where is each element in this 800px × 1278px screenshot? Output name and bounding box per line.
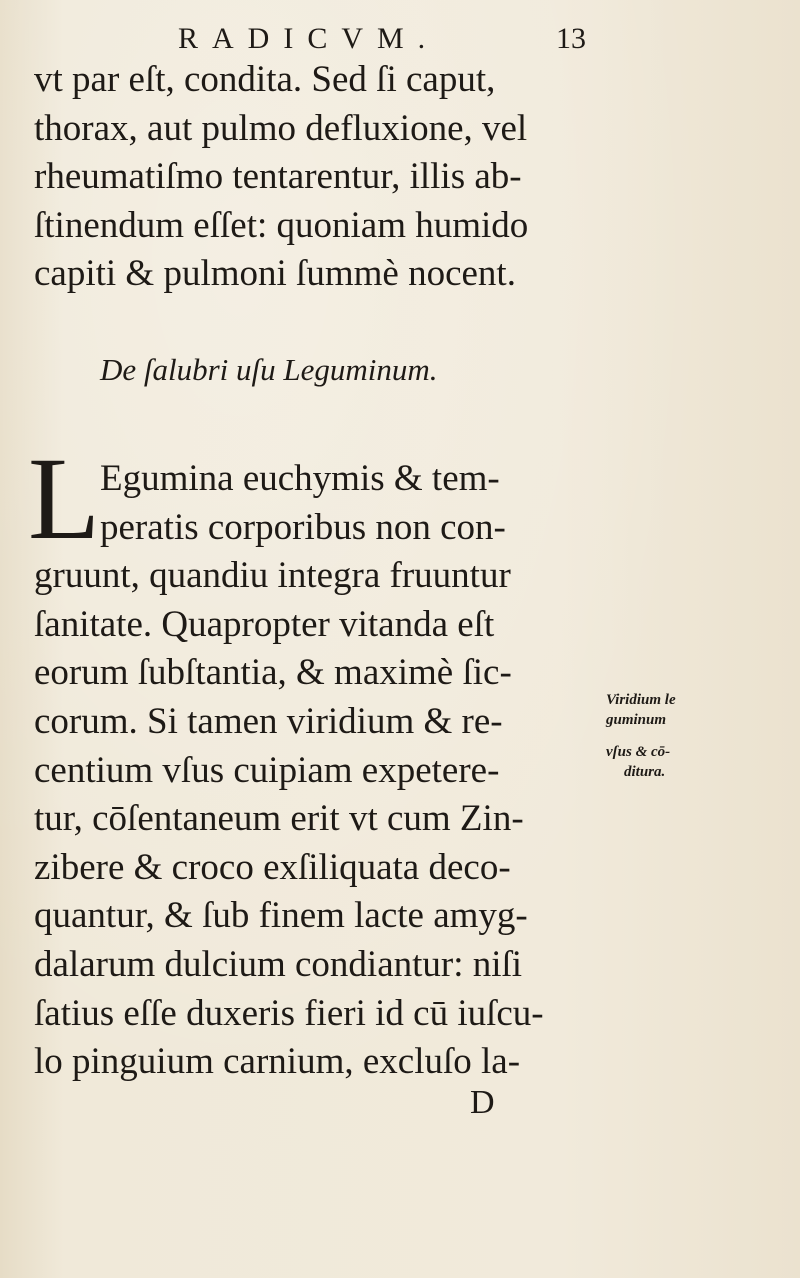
text-line: eorum ſubſtantia, & maximè ſic- <box>34 652 512 694</box>
text-line: Egumina euchymis & tem- <box>100 458 500 499</box>
marginal-note <box>606 742 796 782</box>
text-line: ſatius eſſe duxeris fieri id cū iuſcu- <box>34 992 544 1034</box>
drop-capital: L <box>28 433 101 564</box>
marginal-note-line: Viridium le <box>606 692 676 708</box>
text-line: ſanitate. Quapropter vitanda eſt <box>34 603 495 645</box>
text-line: zibere & croco exſiliquata deco- <box>34 846 511 888</box>
marginal-note-line: vſus & cō- <box>606 744 671 760</box>
paragraph-continued <box>34 56 594 299</box>
text-line: ſtinendum eſſet: quoniam humido <box>34 204 529 246</box>
section-heading: De ſalubri uſu Leguminum. <box>100 352 438 387</box>
text-line: centium vſus cuipiam expetere- <box>34 749 500 791</box>
text-line: peratis corporibus non con- <box>100 506 506 548</box>
page-number: 13 <box>556 22 586 55</box>
running-head: RADICVM. <box>178 22 440 55</box>
marginal-note-line: ditura. <box>624 764 666 780</box>
text-line: corum. Si tamen viridium & re- <box>34 700 503 742</box>
marginal-note <box>606 690 796 730</box>
text-line: capiti & pulmoni ſummè nocent. <box>34 253 516 295</box>
signature-mark: D <box>470 1084 495 1121</box>
text-line: rheumatiſmo tentarentur, illis ab- <box>34 156 522 198</box>
text-line: dalarum dulcium condiantur: niſi <box>34 943 523 985</box>
text-line: gruunt, quandiu integra fruuntur <box>34 555 511 597</box>
text-line: quantur, & ſub finem lacte amyg- <box>34 895 528 937</box>
text-line: vt par eſt, condita. Sed ſi caput, <box>34 59 496 100</box>
section-paragraph <box>34 455 594 1087</box>
text-line: tur, cōſentaneum erit vt cum Zin- <box>34 798 524 840</box>
marginal-note-line: guminum <box>606 712 667 728</box>
text-line: lo pinguium carnium, excluſo la- <box>34 1041 521 1083</box>
text-line: thorax, aut pulmo defluxione, vel <box>34 107 528 149</box>
